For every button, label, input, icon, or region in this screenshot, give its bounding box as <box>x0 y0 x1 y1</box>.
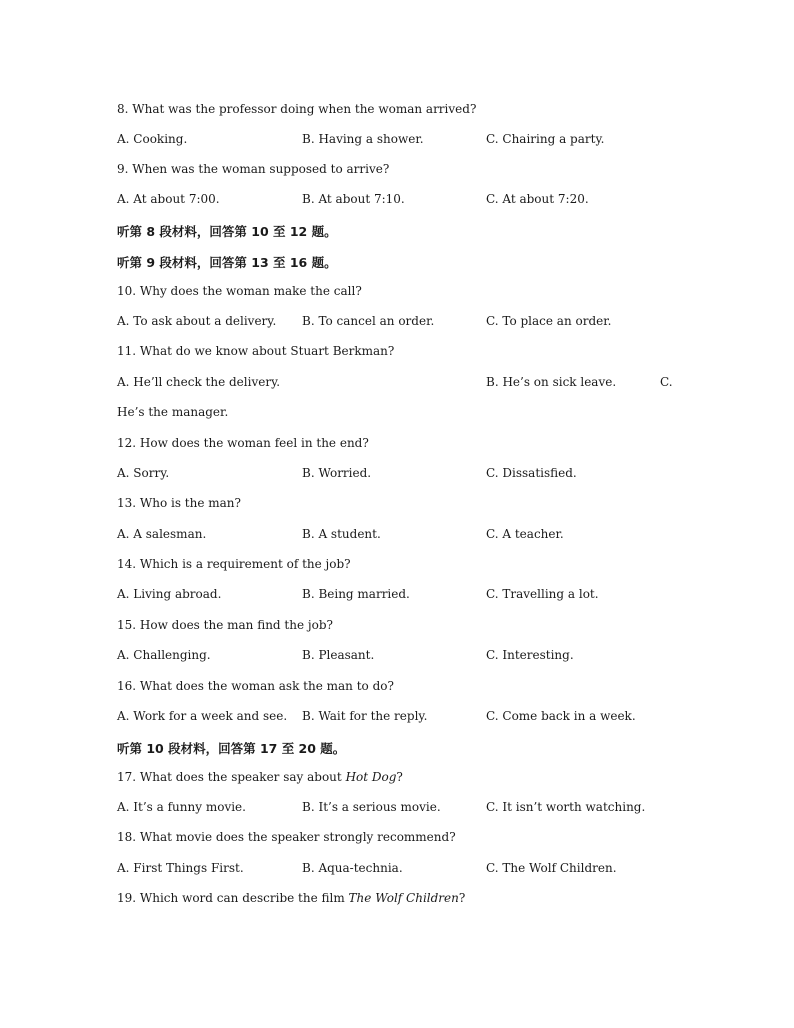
option-c: C. Travelling a lot. <box>486 587 599 601</box>
option-b: B. Aqua-technia. <box>302 861 403 875</box>
option-b: B. Being married. <box>302 587 410 601</box>
option-a: A. Work for a week and see. <box>117 709 288 723</box>
question-text: 15. How does the man find the job? <box>117 618 333 632</box>
option-c: C. To place an order. <box>486 314 612 328</box>
option-c: C. <box>660 375 673 389</box>
movie-title: The Wolf Children <box>348 891 459 905</box>
option-c: C. Dissatisfied. <box>486 466 577 480</box>
question-text-part: ? <box>396 770 403 784</box>
option-c: C. The Wolf Children. <box>486 861 617 875</box>
section-heading: 听第 8 段材料，回答第 10 至 12 题。 <box>117 224 337 239</box>
option-a: A. Challenging. <box>117 648 211 662</box>
question-text: 16. What does the woman ask the man to do? <box>117 679 394 693</box>
question-text-part: 19. Which word can describe the film <box>117 891 349 905</box>
option-b: B. To cancel an order. <box>302 314 435 328</box>
option-a: A. He’ll check the delivery. <box>117 375 281 389</box>
option-c: C. A teacher. <box>486 527 564 541</box>
option-a: A. It’s a funny movie. <box>117 800 246 814</box>
movie-title: Hot Dog <box>345 770 397 784</box>
option-a: A. A salesman. <box>117 527 207 541</box>
option-c: C. Chairing a party. <box>486 132 605 146</box>
question-text: 14. Which is a requirement of the job? <box>117 557 351 571</box>
question-text <box>117 770 403 784</box>
option-a: A. First Things First. <box>117 861 244 875</box>
question-text: 8. What was the professor doing when the woman arrived? <box>117 102 477 116</box>
option-b: B. A student. <box>302 527 381 541</box>
option-c: C. It isn’t worth watching. <box>486 800 646 814</box>
option-b: B. It’s a serious movie. <box>302 800 441 814</box>
option-c: C. Come back in a week. <box>486 709 636 723</box>
question-text: 13. Who is the man? <box>117 496 241 510</box>
question-text: 11. What do we know about Stuart Berkman? <box>117 344 395 358</box>
section-heading: 听第 10 段材料，回答第 17 至 20 题。 <box>117 741 346 756</box>
option-b: B. Pleasant. <box>302 648 375 662</box>
option-b: B. Worried. <box>302 466 372 480</box>
option-c: C. Interesting. <box>486 648 574 662</box>
question-text: 9. When was the woman supposed to arrive? <box>117 162 390 176</box>
option-a: A. Cooking. <box>117 132 188 146</box>
option-a: A. To ask about a delivery. <box>117 314 277 328</box>
question-text <box>117 891 465 905</box>
option-b: B. Having a shower. <box>302 132 424 146</box>
option-b: B. Wait for the reply. <box>302 709 428 723</box>
question-text: He’s the manager. <box>117 405 229 419</box>
question-text: 18. What movie does the speaker strongly recommend? <box>117 830 456 844</box>
question-text: 10. Why does the woman make the call? <box>117 284 362 298</box>
question-text-part: 17. What does the speaker say about <box>117 770 346 784</box>
option-c: C. At about 7:20. <box>486 192 589 206</box>
option-a: A. Living abroad. <box>117 587 222 601</box>
question-text: 12. How does the woman feel in the end? <box>117 436 369 450</box>
option-b: B. At about 7:10. <box>302 192 405 206</box>
option-b: B. He’s on sick leave. <box>486 375 617 389</box>
option-a: A. At about 7:00. <box>117 192 220 206</box>
option-a: A. Sorry. <box>117 466 170 480</box>
section-heading: 听第 9 段材料，回答第 13 至 16 题。 <box>117 255 337 270</box>
question-text-part: ? <box>458 891 466 905</box>
